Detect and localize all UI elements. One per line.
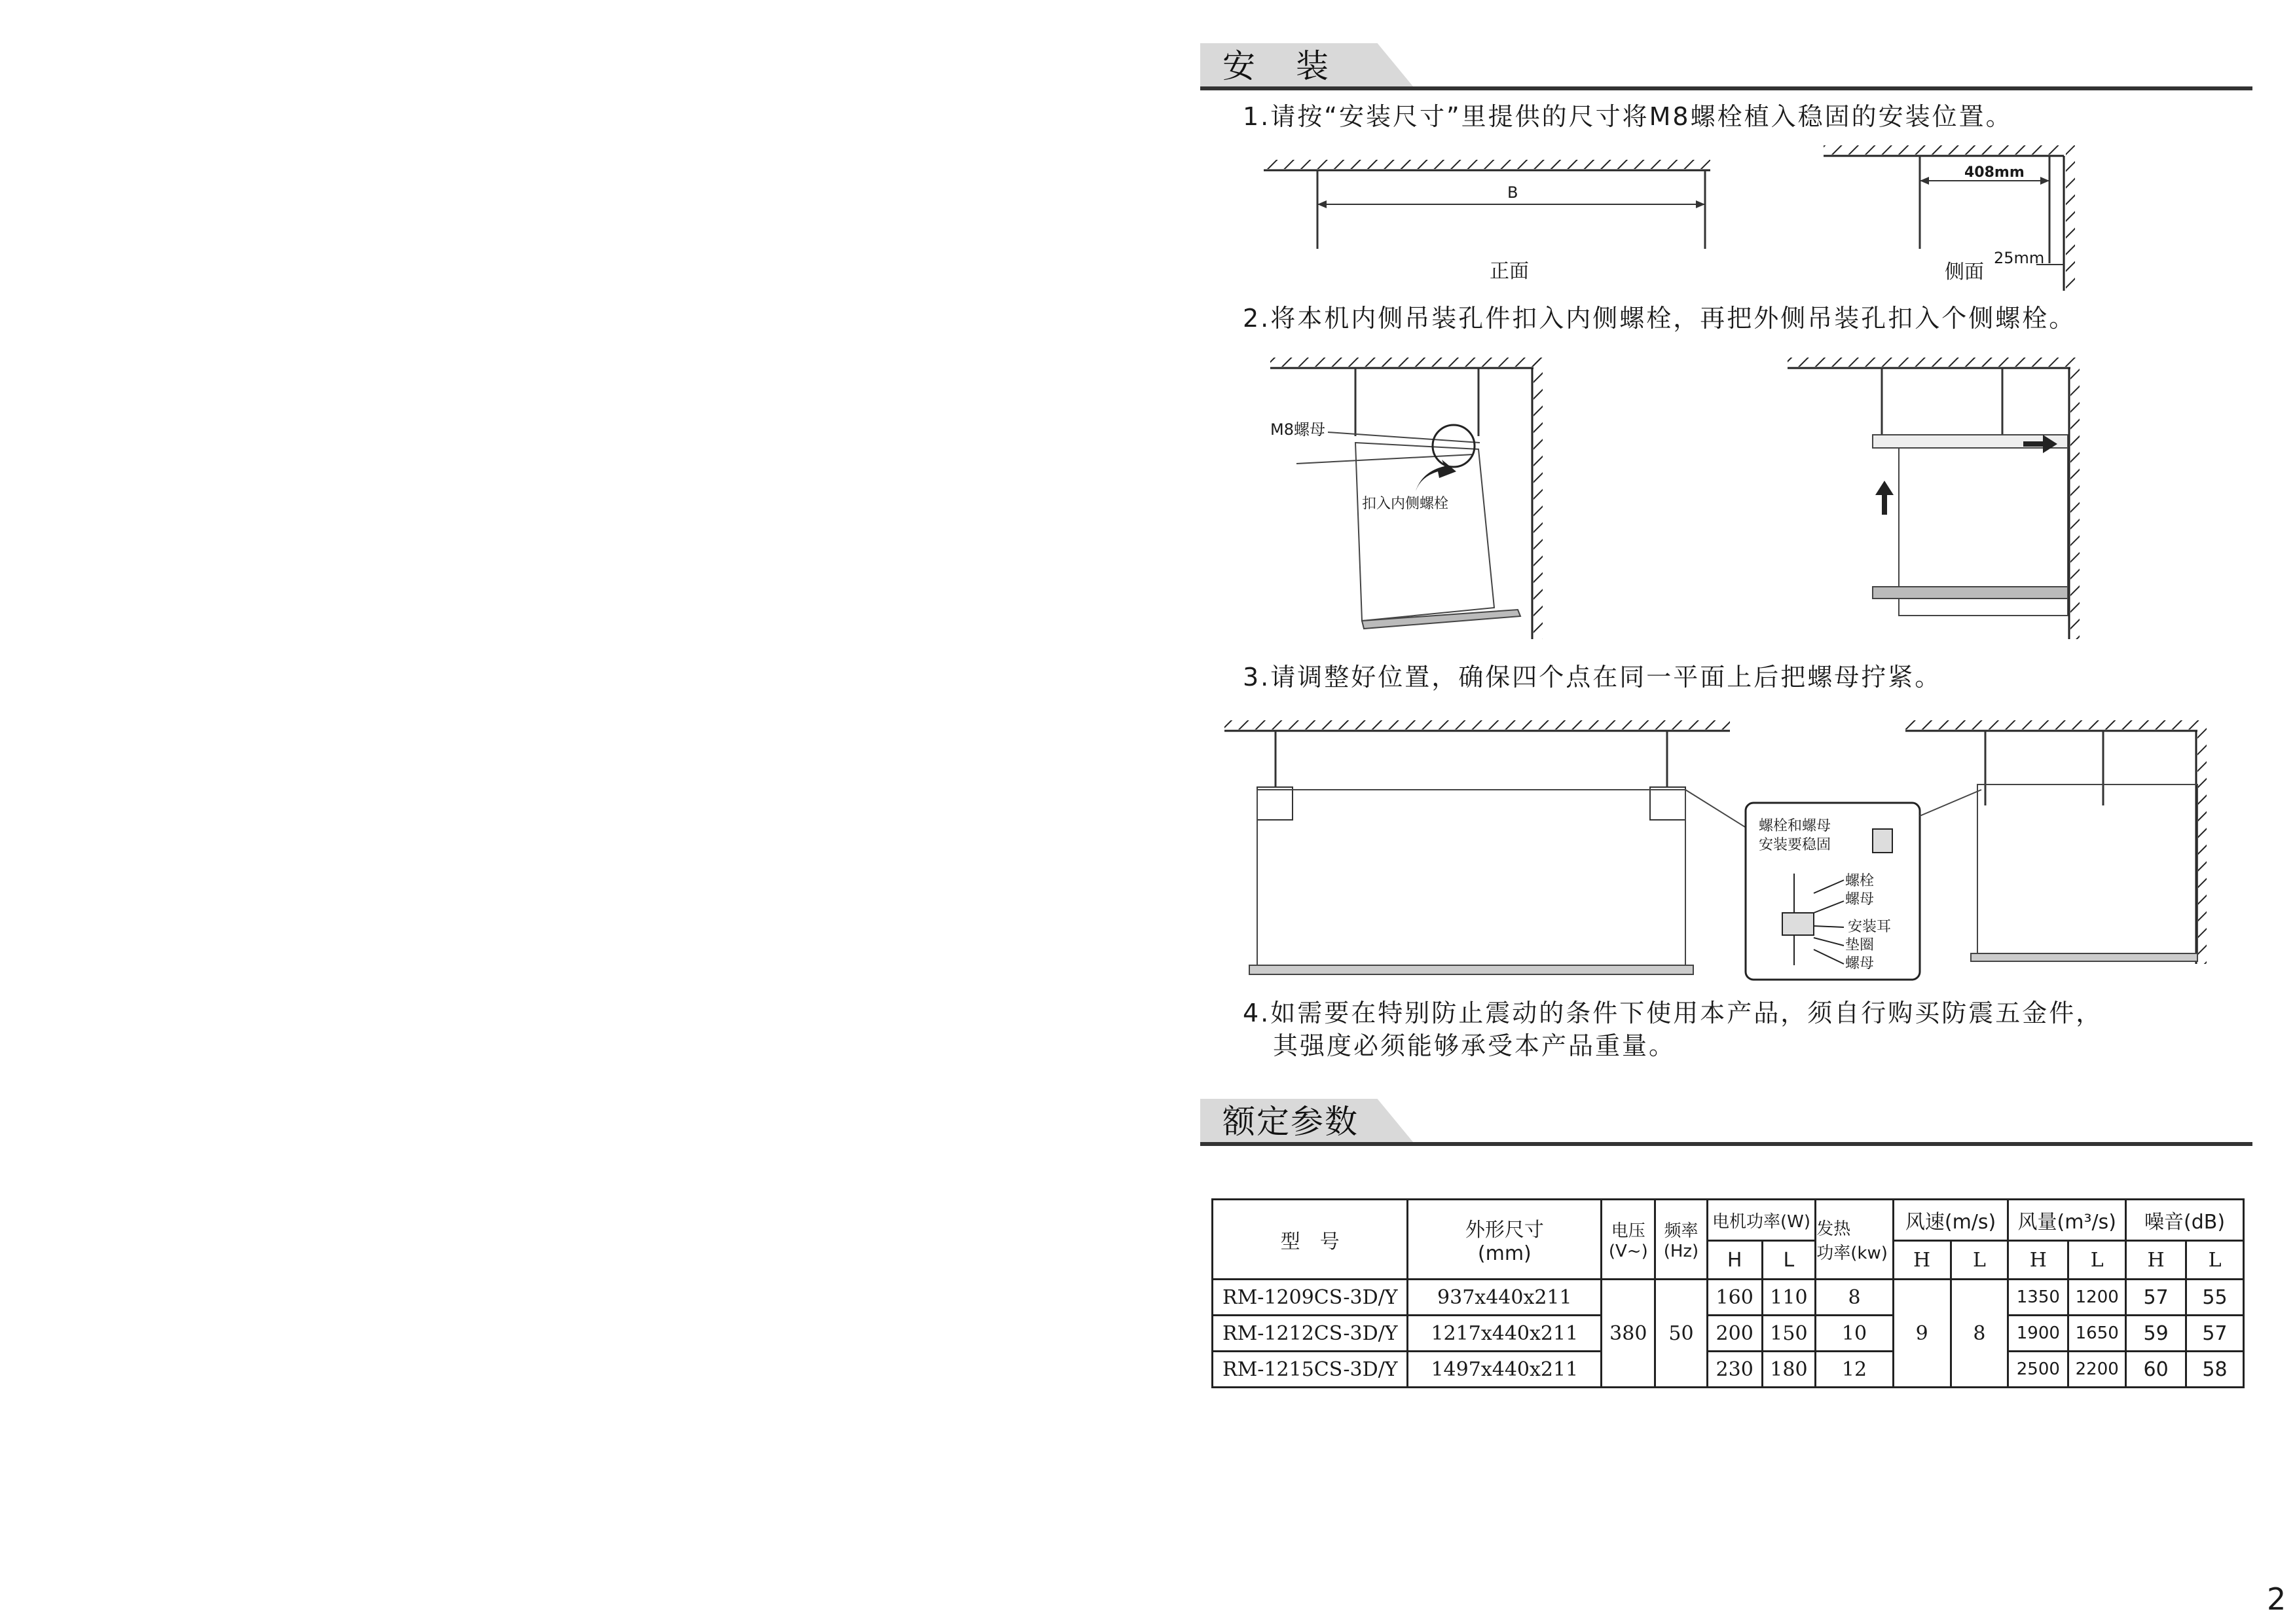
spec-table: [1211, 1198, 2245, 1388]
table-row: [1213, 1352, 2244, 1388]
cell-freq: 50: [1655, 1280, 1708, 1388]
cell-model: RM-1212CS-3D/Y: [1213, 1316, 1408, 1352]
hdr-heat-line2: 功率(kw): [1816, 1243, 1888, 1263]
hdr-airflow-l: L: [2068, 1241, 2126, 1280]
cell-size: 1497x440x211: [1408, 1352, 1602, 1388]
dim-408-label: 408mm: [1964, 164, 2025, 181]
cell-wind-l: 8: [1951, 1280, 2008, 1388]
cell-air-l: 1650: [2068, 1316, 2126, 1352]
cell-air-l: 2200: [2068, 1352, 2126, 1388]
part-washer-label: 垫圈: [1845, 937, 1875, 953]
hdr-heat-line1: 发热: [1816, 1219, 1851, 1239]
hdr-wind-h: H: [1893, 1241, 1951, 1280]
diagram-level-tighten: [1218, 716, 2213, 991]
cell-wind-h: 9: [1893, 1280, 1951, 1388]
hdr-wind-l: L: [1951, 1241, 2008, 1280]
callout-line-2: 安装要稳固: [1759, 837, 1831, 853]
install-header-rule: [1200, 86, 2252, 90]
part-nut-label: 螺母: [1845, 891, 1875, 908]
cell-size: 937x440x211: [1408, 1280, 1602, 1316]
cell-motor-h: 160: [1707, 1280, 1762, 1316]
hdr-noise: 噪音(dB): [2126, 1200, 2244, 1241]
params-section-title: 额定参数: [1222, 1103, 1359, 1141]
params-header-rule: [1200, 1142, 2252, 1146]
cell-heat: 10: [1816, 1316, 1893, 1352]
hdr-size-label: 外形尺寸: [1465, 1219, 1544, 1242]
install-step-4-line-1: 4.如需要在特别防止震动的条件下使用本产品，须自行购买防震五金件，: [1243, 999, 2103, 1027]
install-section-title: 安 装: [1222, 47, 1332, 85]
part-nut2-label: 螺母: [1845, 955, 1875, 972]
cell-motor-l: 150: [1762, 1316, 1816, 1352]
hdr-voltage-label: 电压: [1611, 1221, 1645, 1241]
cell-noise-h: 57: [2126, 1280, 2186, 1316]
cell-heat: 12: [1816, 1352, 1893, 1388]
cell-air-h: 2500: [2008, 1352, 2068, 1388]
install-step-3: 3.请调整好位置，确保四个点在同一平面上后把螺母拧紧。: [1243, 663, 1942, 692]
cell-motor-h: 200: [1707, 1316, 1762, 1352]
hdr-noise-l: L: [2186, 1241, 2244, 1280]
part-ear-label: 安装耳: [1848, 919, 1892, 935]
hdr-noise-h: H: [2126, 1241, 2186, 1280]
front-ceiling: [1264, 160, 1710, 170]
hdr-motor-h: H: [1707, 1241, 1762, 1280]
cell-voltage: 380: [1602, 1280, 1655, 1388]
hdr-heat: [1816, 1200, 1893, 1280]
dim-b-label: B: [1507, 183, 1518, 202]
dim-25-label: 25mm: [1994, 249, 2045, 267]
insert-bolt-label: 扣入内侧螺栓: [1362, 496, 1449, 512]
cell-noise-l: 55: [2186, 1280, 2244, 1316]
diagram-bolt-positions: [1257, 145, 2148, 296]
cell-noise-l: 58: [2186, 1352, 2244, 1388]
hdr-size-unit: (mm): [1477, 1242, 1532, 1265]
hdr-size: [1408, 1200, 1602, 1280]
cell-heat: 8: [1816, 1280, 1893, 1316]
hdr-motor: 电机功率(W): [1707, 1200, 1815, 1241]
cell-motor-h: 230: [1707, 1352, 1762, 1388]
part-bolt-label: 螺栓: [1845, 873, 1875, 889]
cell-model: RM-1215CS-3D/Y: [1213, 1352, 1408, 1388]
hdr-freq: [1655, 1200, 1708, 1280]
table-row: [1213, 1316, 2244, 1352]
cell-noise-l: 57: [2186, 1316, 2244, 1352]
hdr-airflow-h: H: [2008, 1241, 2068, 1280]
cell-motor-l: 180: [1762, 1352, 1816, 1388]
hdr-wind: 风速(m/s): [1893, 1200, 2008, 1241]
hdr-voltage-unit: (V~): [1608, 1242, 1648, 1261]
hdr-freq-label: 频率: [1664, 1221, 1698, 1241]
hdr-motor-l: L: [1762, 1241, 1816, 1280]
cell-size: 1217x440x211: [1408, 1316, 1602, 1352]
hdr-airflow: 风量(m³/s): [2008, 1200, 2126, 1241]
hdr-model: 型 号: [1213, 1200, 1408, 1280]
install-step-1: 1.请按“安装尺寸”里提供的尺寸将M8螺栓植入稳固的安装位置。: [1243, 102, 2013, 131]
front-view-label: 正面: [1490, 260, 1529, 283]
install-step-4-line-2: 其强度必须能够承受本产品重量。: [1273, 1031, 1676, 1060]
page-number: 2: [2267, 1581, 2286, 1617]
cell-air-h: 1350: [2008, 1280, 2068, 1316]
install-section-header: [1200, 43, 2252, 90]
cell-air-h: 1900: [2008, 1316, 2068, 1352]
params-section-header: [1200, 1099, 2252, 1146]
side-view-label: 侧面: [1945, 261, 1984, 284]
hdr-freq-unit: (Hz): [1663, 1242, 1699, 1261]
table-row: [1213, 1280, 2244, 1316]
cell-noise-h: 60: [2126, 1352, 2186, 1388]
install-step-2: 2.将本机内侧吊装孔件扣入内侧螺栓，再把外侧吊装孔扣入个侧螺栓。: [1243, 304, 2076, 333]
spec-header-row: [1213, 1200, 2244, 1241]
cell-model: RM-1209CS-3D/Y: [1213, 1280, 1408, 1316]
cell-motor-l: 110: [1762, 1280, 1816, 1316]
cell-noise-h: 59: [2126, 1316, 2186, 1352]
cell-air-l: 1200: [2068, 1280, 2126, 1316]
diagram-hook-unit: [1264, 351, 2128, 642]
m8-nut-label: M8螺母: [1270, 420, 1325, 439]
callout-line-1: 螺栓和螺母: [1759, 818, 1831, 834]
hdr-voltage: [1602, 1200, 1655, 1280]
